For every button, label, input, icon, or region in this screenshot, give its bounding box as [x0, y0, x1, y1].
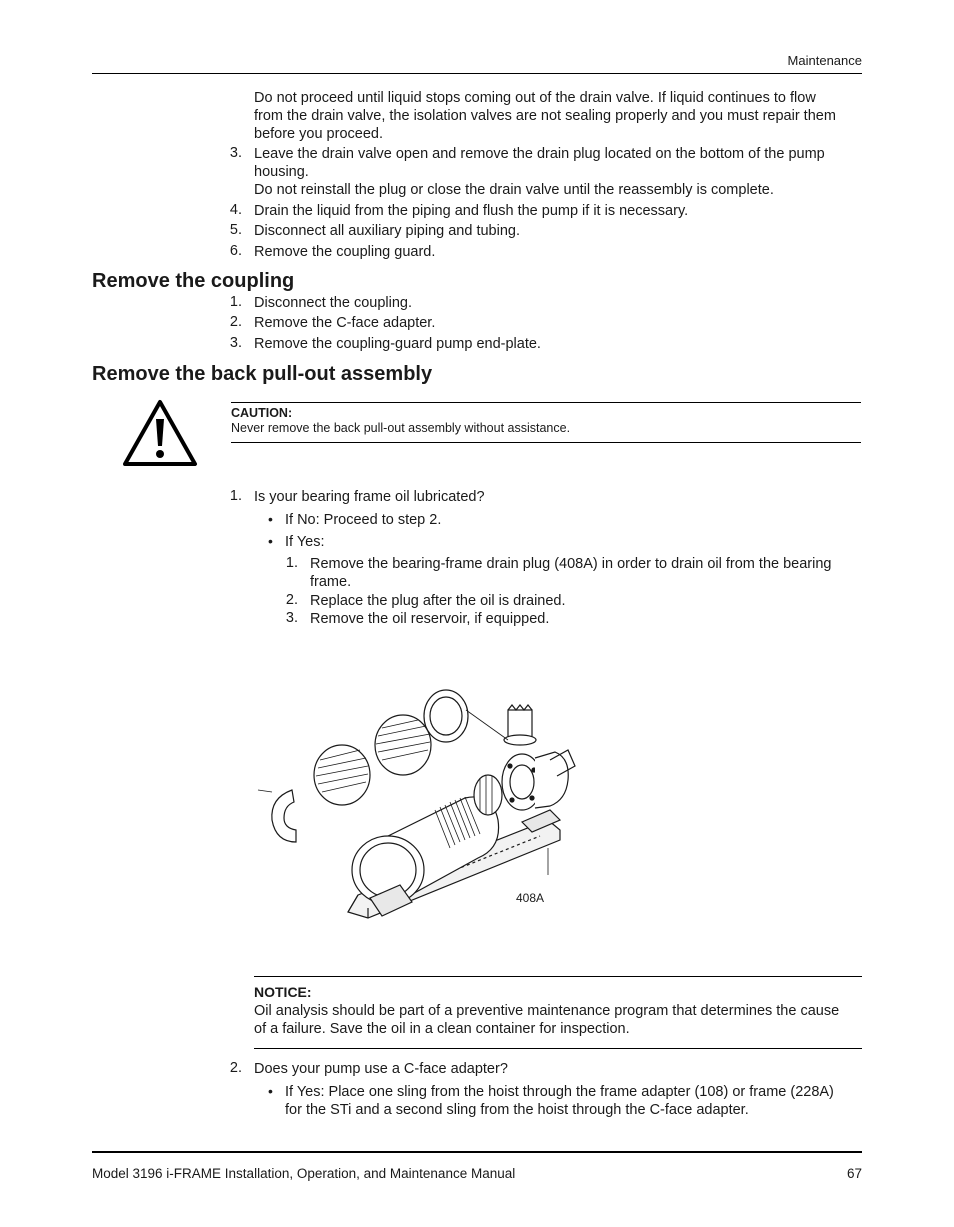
substep-text: Replace the plug after the oil is drained.: [310, 593, 566, 609]
step-text: Remove the coupling-guard pump end-plate.: [254, 336, 541, 352]
running-header: Maintenance: [787, 53, 862, 68]
caution-rule-bottom: [231, 442, 861, 443]
step-number: 4.: [229, 202, 242, 218]
bullet-symbol: •: [268, 511, 273, 527]
bullet-text: If Yes: Place one sling from the hoist through the frame adapter (108) or frame (228A) for the STi and a second sling from the hoist through the C-face adapter.: [285, 1084, 834, 1118]
page-number: 67: [846, 1166, 862, 1181]
footer-manual-title: Model 3196 i-FRAME Installation, Operation, and Maintenance Manual: [92, 1166, 516, 1181]
caution-text: Never remove the back pull-out assembly without assistance.: [231, 421, 571, 435]
step-number: 6.: [229, 243, 242, 259]
step-number: 3.: [229, 145, 242, 161]
substep-number: 2.: [285, 592, 298, 608]
pump-exploded-illustration: [250, 680, 580, 930]
step-text: Is your bearing frame oil lubricated?: [254, 489, 485, 505]
bullet-text: If Yes:: [285, 534, 325, 550]
step-text: Does your pump use a C-face adapter?: [254, 1061, 508, 1077]
step-number: 2.: [229, 1060, 242, 1076]
substep-number: 1.: [285, 555, 298, 571]
bullet-text: If No: Proceed to step 2.: [285, 512, 442, 528]
substep-text: Remove the oil reservoir, if equipped.: [310, 611, 550, 627]
section-heading-coupling: Remove the coupling: [92, 270, 295, 292]
header-rule: [92, 73, 862, 74]
figure-callout-408a: 408A: [516, 891, 545, 905]
bullet-symbol: •: [268, 533, 273, 549]
bullet-symbol: •: [268, 1083, 273, 1099]
section-heading-back-pullout: Remove the back pull-out assembly: [92, 363, 433, 385]
substep-number: 3.: [285, 610, 298, 626]
notice-text: Oil analysis should be part of a preventive maintenance program that determines the cause of a failure. Save the oil in a clean container for inspection.: [254, 1003, 840, 1037]
substep-text: Remove the bearing-frame drain plug (408A) in order to drain oil from the bearing frame.: [310, 556, 832, 590]
step-number: 2.: [229, 314, 242, 330]
caution-rule-top: [231, 402, 861, 403]
step-number: 3.: [229, 335, 242, 351]
step-number: 1.: [229, 488, 242, 504]
step-number: 5.: [229, 222, 242, 238]
step-text: Disconnect all auxiliary piping and tubing.: [254, 223, 520, 239]
notice-label: NOTICE:: [254, 984, 312, 1000]
step-text: Leave the drain valve open and remove the drain plug located on the bottom of the pump housing. Do not reinstall the plug or close the drain valve until the reassembly is complete.: [254, 146, 825, 198]
step-text: Disconnect the coupling.: [254, 295, 412, 311]
notice-rule-bottom: [254, 1048, 862, 1049]
step-text: Remove the C-face adapter.: [254, 315, 436, 331]
caution-label: CAUTION:: [231, 406, 293, 420]
step-number: 1.: [229, 294, 242, 310]
footer-rule: [92, 1151, 862, 1153]
warning-triangle-icon: [122, 399, 198, 467]
intro-paragraph: Do not proceed until liquid stops coming out of the drain valve. If liquid continues to flow from the drain valve, the isolation valves are not sealing properly and you must repair them before you proceed.: [254, 90, 836, 142]
step-text: Drain the liquid from the piping and flush the pump if it is necessary.: [254, 203, 689, 219]
step-text: Remove the coupling guard.: [254, 244, 436, 260]
notice-rule-top: [254, 976, 862, 977]
